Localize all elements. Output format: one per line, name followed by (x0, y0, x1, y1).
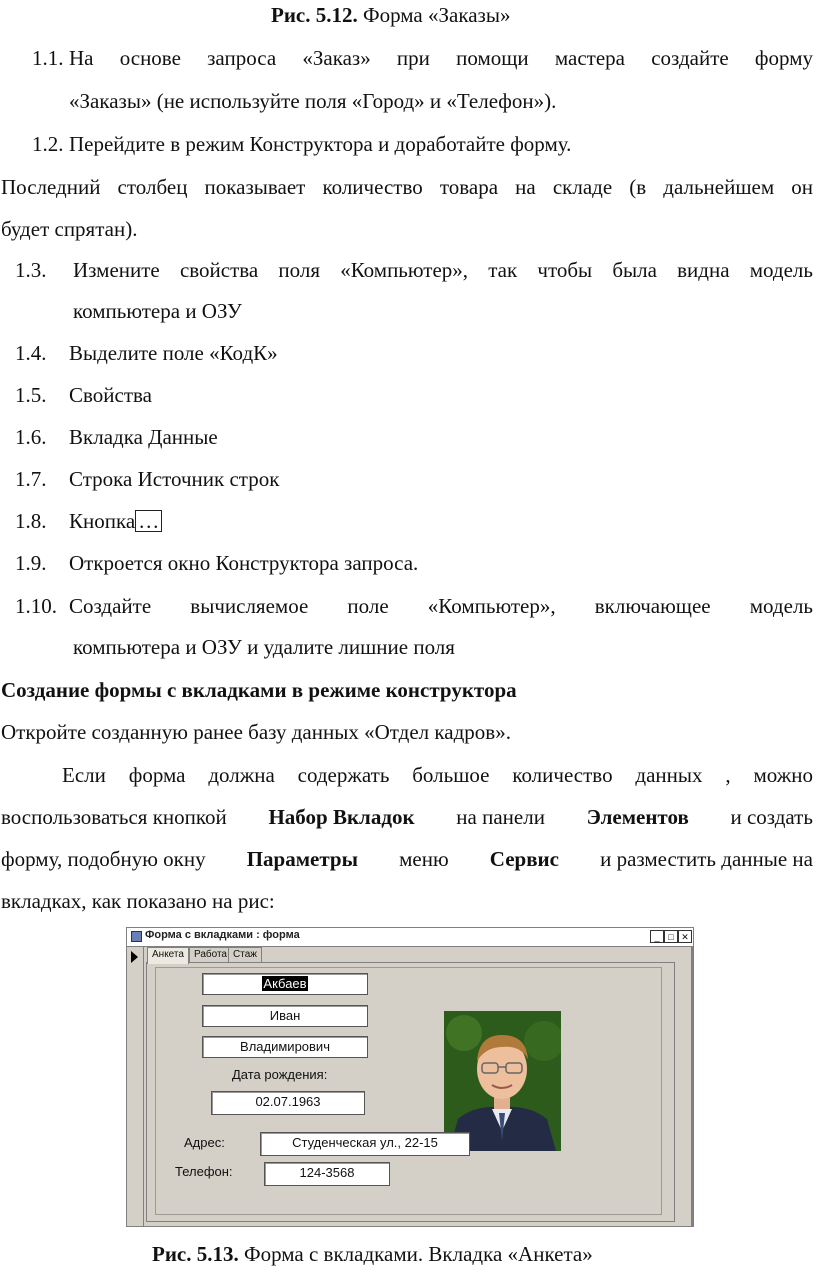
name-field[interactable]: Иван (202, 1005, 368, 1027)
maximize-button[interactable]: □ (664, 930, 678, 943)
phone-field[interactable]: 124-3568 (264, 1162, 390, 1186)
text-run: на панели (456, 805, 545, 829)
step-1-10-line1 (69, 593, 813, 619)
step-number: 1.1. (32, 46, 64, 70)
window-titlebar (127, 928, 693, 947)
step-number: 1.4. (15, 341, 47, 365)
word: форма (128, 763, 186, 787)
word: мастера (554, 46, 625, 70)
word: вычисляемое (190, 594, 309, 618)
step-1-3-line1 (73, 257, 813, 283)
word: форму (754, 46, 813, 70)
step-1-10-line2: компьютера и ОЗУ и удалите лишние поля (73, 635, 455, 659)
step-number: 1.2. (32, 132, 64, 156)
step-number: 1.5. (15, 383, 47, 407)
figure-label: Рис. 5.13. (152, 1242, 239, 1266)
word: свойства (179, 258, 259, 282)
phone-label: Телефон: (175, 1164, 233, 1179)
text-run: и разместить данные на (600, 847, 813, 871)
word: модель (749, 594, 813, 618)
window-right-edge (691, 947, 693, 1226)
word: количество (512, 763, 613, 787)
word: видна (677, 258, 730, 282)
birth-date-label: Дата рождения: (232, 1067, 328, 1082)
step-1-2: Перейдите в режим Конструктора и доработайте форму. (69, 132, 572, 156)
step-number: 1.10. (15, 594, 57, 618)
word: запроса (207, 46, 277, 70)
word: (в (629, 175, 647, 199)
word: количество (322, 175, 423, 199)
word: должна (208, 763, 275, 787)
word: показывает (204, 175, 306, 199)
tab-panel-anketa (146, 962, 675, 1222)
step-number: 1.9. (15, 551, 47, 575)
step-1-9: Откроется окно Конструктора запроса. (69, 551, 419, 575)
window-title: Форма с вкладками : форма (145, 929, 300, 941)
word: товара (439, 175, 499, 199)
section-heading: Создание формы с вкладками в режиме конструктора (1, 678, 517, 702)
word: Измените (73, 258, 160, 282)
minimize-button[interactable]: _ (650, 930, 664, 943)
word: на (515, 175, 536, 199)
tab-stazh[interactable]: Стаж (228, 947, 262, 963)
word: основе (119, 46, 181, 70)
para-line3 (1, 846, 813, 872)
bold-term: Элементов (586, 805, 689, 829)
form-icon (131, 931, 142, 942)
word: , (725, 763, 731, 787)
word: большое (412, 763, 490, 787)
para-line1 (62, 762, 813, 788)
note-line2: будет спрятан). (1, 217, 138, 241)
word: он (791, 175, 813, 199)
para-line4: вкладках, как показано на рис: (1, 889, 275, 913)
word: так (488, 258, 518, 282)
step-1-6: Вкладка Данные (69, 425, 218, 449)
text-run: меню (399, 847, 449, 871)
step-number: 1.7. (15, 467, 47, 491)
surname-value: Акбаев (263, 976, 307, 991)
word: дальнейшем (663, 175, 775, 199)
step-1-1-line2: «Заказы» (не используйте поля «Город» и «Телефон»). (69, 89, 557, 113)
word: модель (749, 258, 813, 282)
figure-title: Форма «Заказы» (363, 3, 511, 27)
tab-rabota[interactable]: Работа (189, 947, 232, 963)
record-selector[interactable] (127, 947, 144, 1226)
text-run: и создать (730, 805, 813, 829)
word: помощи (456, 46, 529, 70)
address-label: Адрес: (184, 1135, 225, 1150)
para-line2 (1, 804, 813, 830)
bold-term: Параметры (246, 847, 359, 871)
word: данных (635, 763, 703, 787)
word: Если (62, 763, 106, 787)
bold-term: Набор Вкладок (268, 805, 415, 829)
step-1-3-line2: компьютера и ОЗУ (73, 299, 242, 323)
step-1-8 (69, 508, 162, 534)
ellipsis-button: … (135, 510, 162, 532)
person-photo (444, 1011, 561, 1151)
word: Создайте (69, 594, 152, 618)
step-number: 1.8. (15, 509, 47, 533)
word: включающее (594, 594, 711, 618)
word: «Компьютер», (427, 594, 556, 618)
word: складе (552, 175, 613, 199)
photo-graphic (444, 1011, 561, 1151)
step-1-5: Свойства (69, 383, 152, 407)
bold-term: Сервис (489, 847, 559, 871)
word: можно (753, 763, 813, 787)
word: «Компьютер», (340, 258, 469, 282)
step-number: 1.6. (15, 425, 47, 449)
close-button[interactable]: ✕ (678, 930, 692, 943)
word: На (69, 46, 94, 70)
word: столбец (117, 175, 188, 199)
step-1-8-text: Кнопка (69, 509, 136, 533)
word: создайте (651, 46, 729, 70)
birth-date-field[interactable]: 02.07.1963 (211, 1091, 365, 1115)
figure-5-12-caption (271, 2, 510, 28)
text-run: форму, подобную окну (1, 847, 206, 871)
figure-title: Форма с вкладками. Вкладка «Анкета» (244, 1242, 593, 1266)
step-number: 1.3. (15, 258, 47, 282)
address-field[interactable]: Студенческая ул., 22-15 (260, 1132, 470, 1156)
access-form-window (126, 927, 694, 1227)
figure-5-13-caption (152, 1241, 593, 1267)
word: при (396, 46, 430, 70)
word: Последний (1, 175, 101, 199)
word: поля (278, 258, 321, 282)
note-line1 (1, 174, 813, 200)
tab-anketa[interactable]: Анкета (147, 947, 189, 964)
step-1-7: Строка Источник строк (69, 467, 280, 491)
step-1-4: Выделите поле «КодК» (69, 341, 278, 365)
step-1-1-line1 (69, 45, 813, 71)
open-db-line: Откройте созданную ранее базу данных «Отдел кадров». (1, 720, 511, 744)
current-record-arrow-icon (131, 951, 138, 963)
word: содержать (297, 763, 390, 787)
word: чтобы (537, 258, 593, 282)
surname-field[interactable] (202, 973, 368, 995)
word: была (612, 258, 657, 282)
word: поле (347, 594, 389, 618)
word: «Заказ» (302, 46, 371, 70)
figure-label: Рис. 5.12. (271, 3, 358, 27)
text-run: воспользоваться кнопкой (1, 805, 227, 829)
patronymic-field[interactable]: Владимирович (202, 1036, 368, 1058)
